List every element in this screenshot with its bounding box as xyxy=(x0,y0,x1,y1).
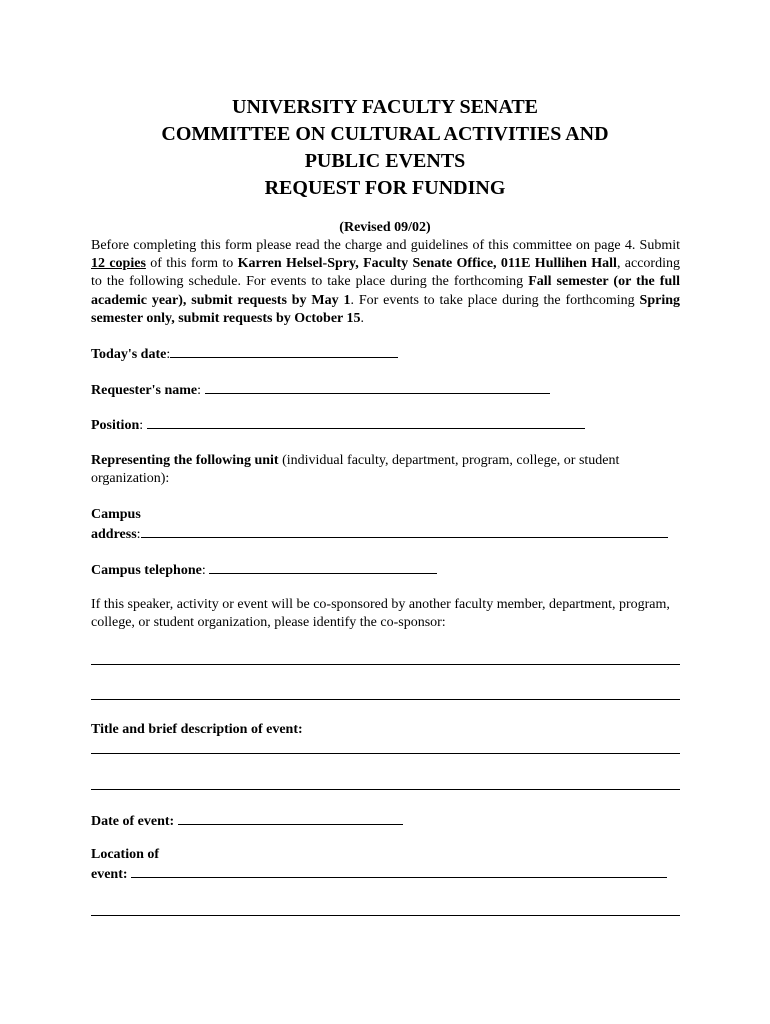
cosponsor-prompt: If this speaker, activity or event will be co-sponsored by another faculty member, department, program, college, or student organization, please identify the co-sponsor: xyxy=(91,597,670,630)
intro-text-2: of this form to xyxy=(145,256,238,272)
event-date-field[interactable] xyxy=(178,811,403,825)
event-date-label: Date of event: xyxy=(91,814,175,829)
event-description-line-1[interactable] xyxy=(91,753,680,754)
event-location-field[interactable] xyxy=(131,864,667,878)
requester-name-row xyxy=(91,380,550,400)
event-description-line-2[interactable] xyxy=(91,789,680,790)
location-label-line xyxy=(91,846,159,864)
position-label: Position xyxy=(91,418,140,433)
campus-telephone-label: Campus telephone xyxy=(91,563,202,578)
representing-unit-prompt xyxy=(91,452,680,488)
revision-note: (Revised 09/02) xyxy=(339,220,431,235)
title-line-4: REQUEST FOR FUNDING xyxy=(264,177,506,199)
position-field[interactable] xyxy=(147,415,585,429)
event-location-row xyxy=(91,864,667,884)
campus-address-field[interactable] xyxy=(141,524,668,538)
requester-name-field[interactable] xyxy=(205,380,550,394)
event-location-line-2[interactable] xyxy=(91,915,680,916)
requester-name-label: Requester's name xyxy=(91,383,198,398)
todays-date-row xyxy=(91,344,398,364)
address-label: address xyxy=(91,527,137,542)
colon: : xyxy=(166,347,171,362)
colon: : xyxy=(201,563,206,578)
campus-telephone-field[interactable] xyxy=(209,560,437,574)
representing-description: (individual faculty, department, program, college, or student organization): xyxy=(91,453,620,486)
copies-count: 12 copies xyxy=(91,256,146,272)
title-line-3: PUBLIC EVENTS xyxy=(304,150,466,172)
intro-text-4: . For events to take place during the forthcoming xyxy=(350,292,640,308)
contact-office: Karren Helsel-Spry, Faculty Senate Office, 011E Hullihen Hall xyxy=(237,256,617,272)
todays-date-field[interactable] xyxy=(170,344,398,358)
title-line-1: UNIVERSITY FACULTY SENATE xyxy=(232,96,538,118)
location-of-label: Location of xyxy=(91,847,160,862)
intro-text-3: , according to the following schedule. For events to take place during the forthcoming xyxy=(91,256,680,290)
campus-address-row xyxy=(91,524,668,544)
position-row xyxy=(91,415,585,435)
spring-deadline: Spring semester only, submit requests by October 15 xyxy=(91,292,680,326)
cosponsor-line-1[interactable] xyxy=(91,664,680,665)
title-line-2: COMMITTEE ON CULTURAL ACTIVITIES AND xyxy=(161,123,609,145)
intro-text-1: Before completing this form please read the charge and guidelines of this committee on page 4. Submit xyxy=(91,238,680,253)
event-label: event: xyxy=(91,867,128,882)
event-date-row xyxy=(91,811,403,831)
form-title xyxy=(0,94,770,202)
event-title-row xyxy=(91,721,303,739)
colon: : xyxy=(136,527,141,542)
representing-label: Representing the following unit xyxy=(91,453,279,468)
campus-telephone-row xyxy=(91,560,437,580)
event-title-label: Title and brief description of event: xyxy=(91,722,303,737)
colon: : xyxy=(139,418,144,433)
colon: : xyxy=(197,383,202,398)
instructions-paragraph xyxy=(91,237,680,328)
cosponsor-line-2[interactable] xyxy=(91,699,680,700)
campus-label: Campus xyxy=(91,507,141,522)
intro-text-5: . xyxy=(360,310,364,326)
campus-label-line xyxy=(91,506,141,524)
fall-deadline: Fall semester (or the full academic year), submit requests by May 1 xyxy=(91,274,681,308)
todays-date-label: Today's date xyxy=(91,347,167,362)
